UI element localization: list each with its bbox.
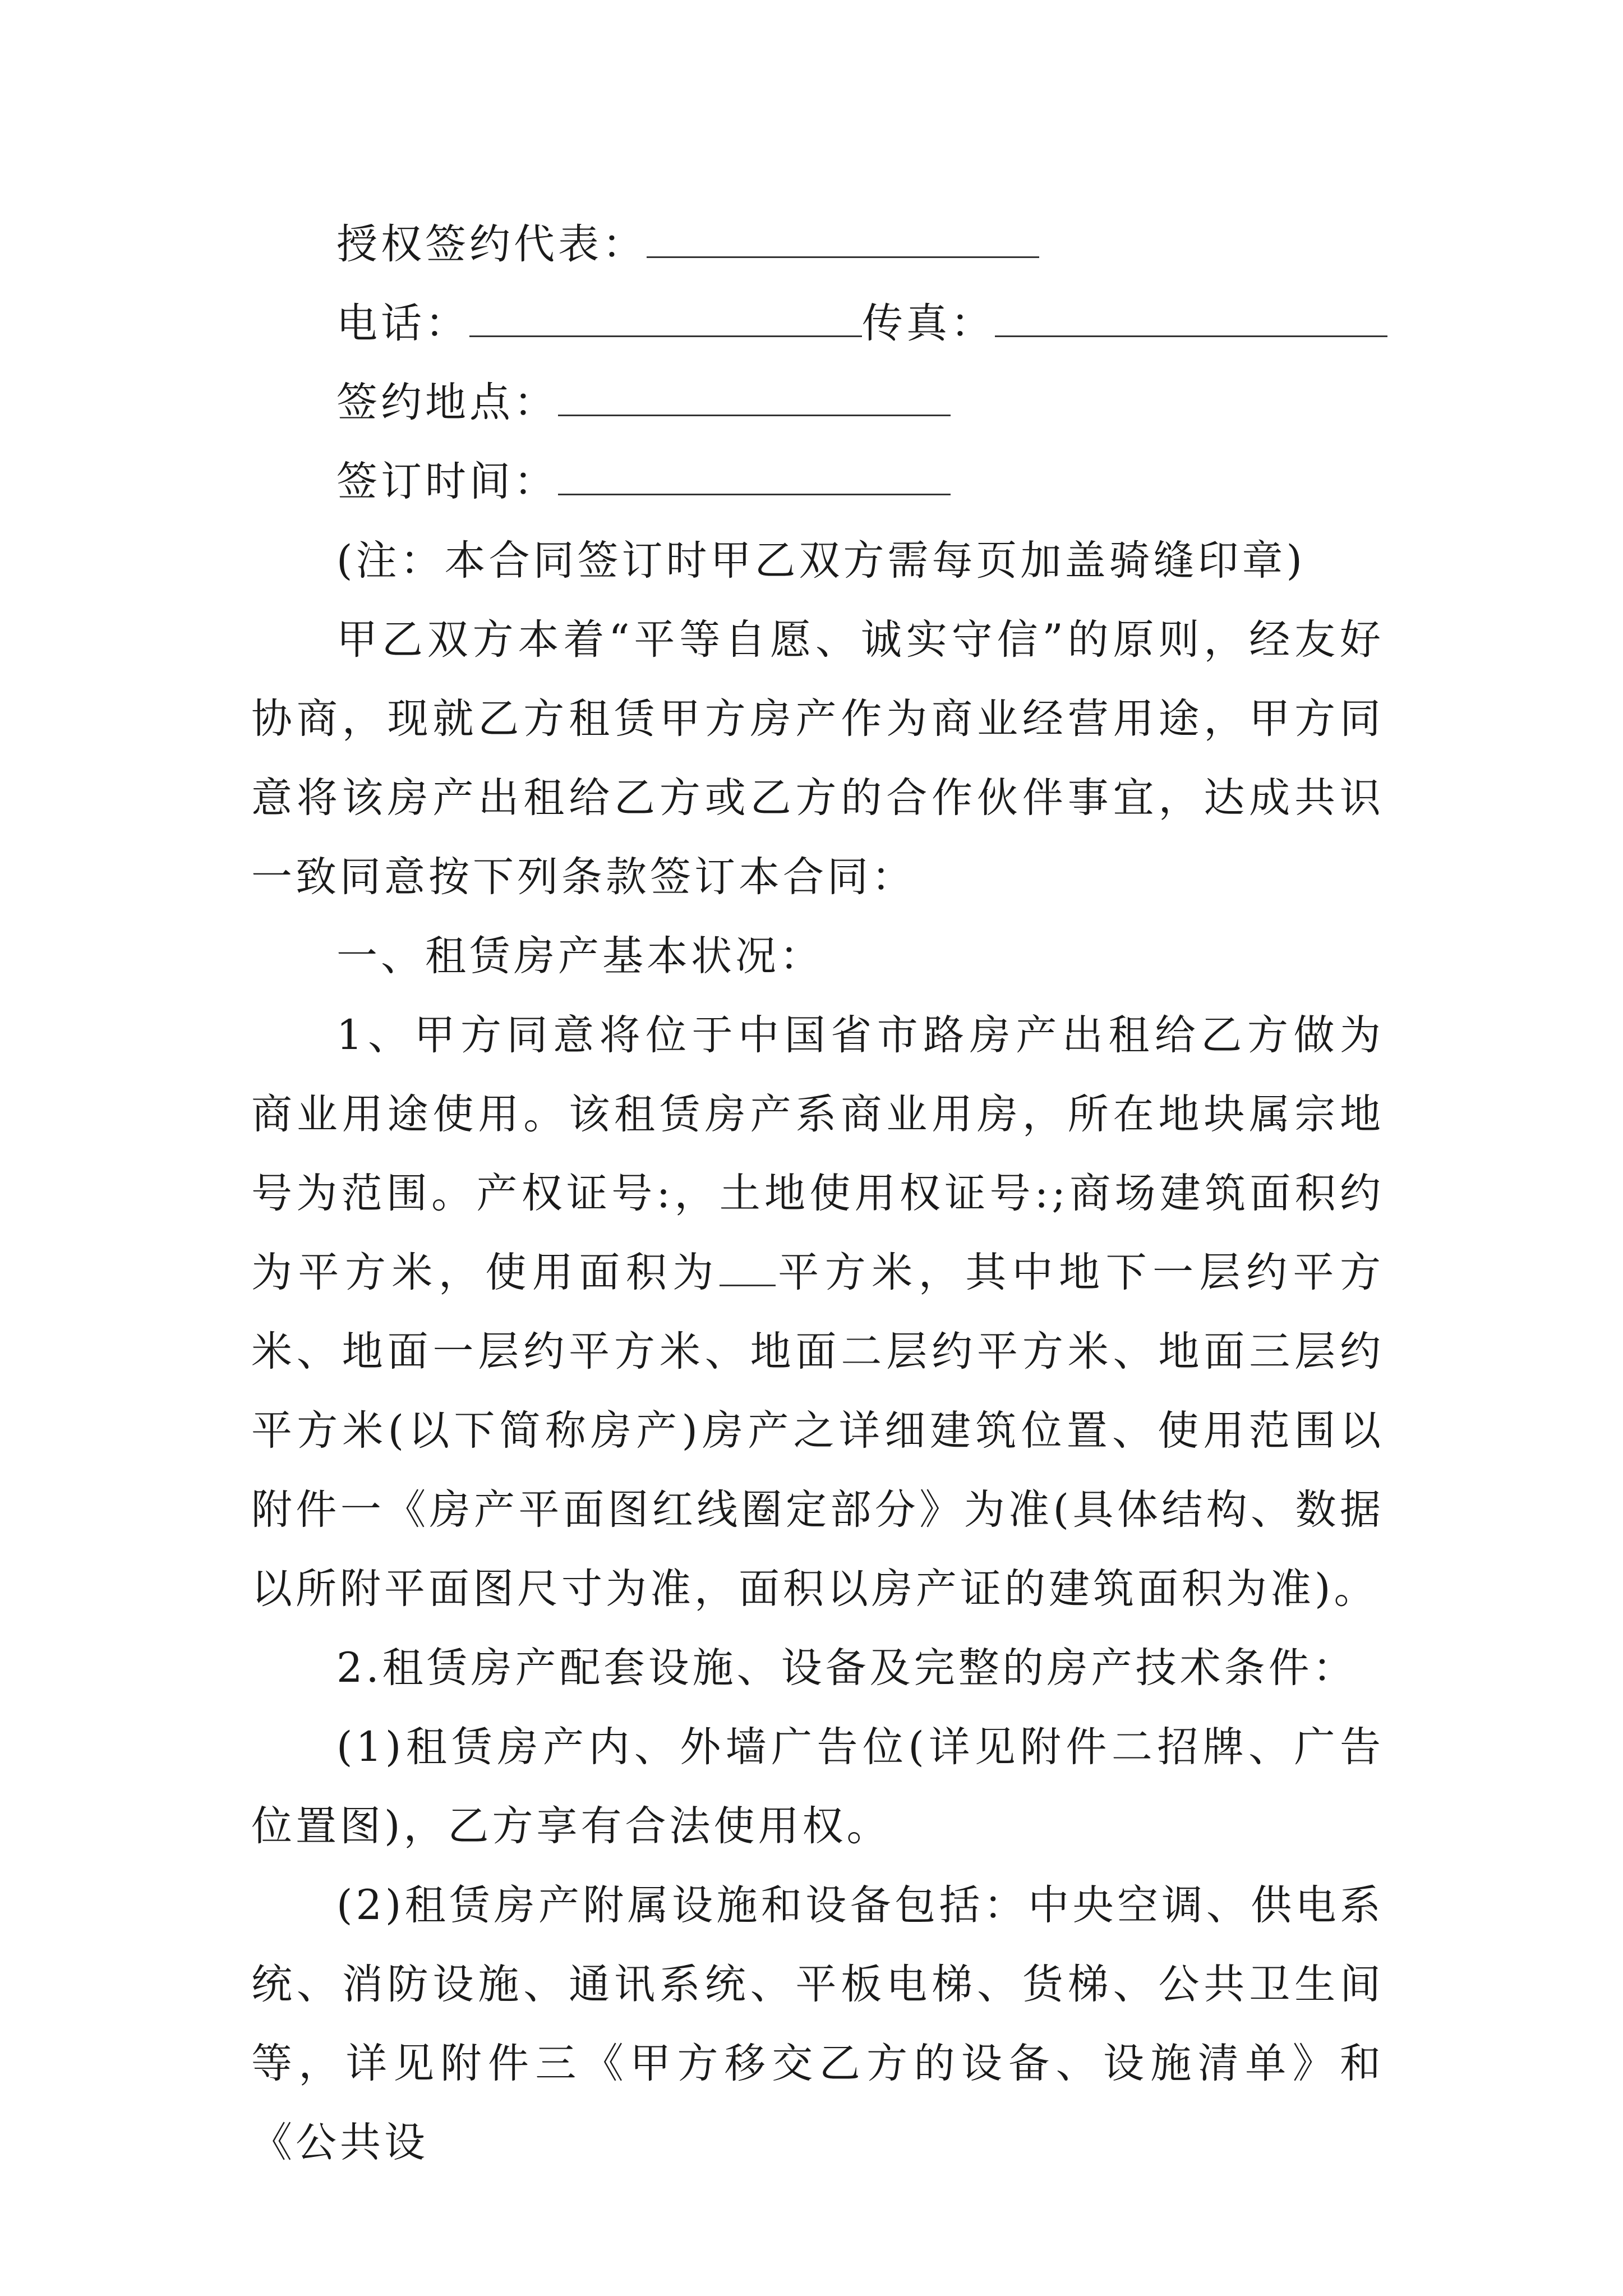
time-blank [558, 460, 951, 495]
clause1-text-a: 1、甲方同意将位于中国省市路房产出租给乙方做为商业用途使用。该租赁房产系商业用房，所在地块属宗地号为范围。产权证号:，土地使用权证号:;商场建筑面积约为平方米，使用面积为 [251, 1011, 1384, 1296]
place-label: 签约地点： [336, 379, 558, 426]
rep-label: 授权签约代表： [336, 220, 647, 268]
tel-blank [469, 302, 862, 337]
clause2-item1: (1)租赁房产内、外墙广告位(详见附件二招牌、广告位置图)，乙方享有合法使用权。 [251, 1723, 1384, 1850]
usable-area-blank [720, 1254, 776, 1286]
place-row [251, 363, 1384, 442]
clause2-heading: 2.租赁房产配套设施、设备及完整的房产技术条件： [336, 1644, 1357, 1692]
intro-paragraph: 甲乙双方本着“平等自愿、诚实守信”的原则，经友好协商，现就乙方租赁甲方房产作为商业经营用途，甲方同意将该房产出租给乙方或乙方的合作伙伴事宜，达成共识一致同意按下列条款签订本合同： [251, 616, 1384, 901]
contract-body [251, 205, 1384, 2182]
tel-label: 电话： [336, 300, 469, 347]
time-row [251, 442, 1384, 521]
time-label: 签订时间： [336, 458, 558, 505]
fax-blank [995, 302, 1387, 337]
clause1-text-b: 平方米，其中地下一层约平方米、地面一层约平方米、地面二层约平方米、地面三层约平方米(以下简称房产)房产之详细建筑位置、使用范围以附件一《房产平面图红线圈定部分》为准(具体结构、数据以所附平面图尺寸为准，面积以房产证的建筑面积为准)。 [251, 1249, 1385, 1613]
fax-label: 传真： [862, 300, 995, 347]
tel-fax-row [251, 284, 1384, 363]
clause1-paragraph [251, 996, 1384, 1628]
rep-blank [647, 223, 1039, 258]
seal-note: (注：本合同签订时甲乙双方需每页加盖骑缝印章) [336, 537, 1306, 585]
clause2-item2: (2)租赁房产附属设施和设备包括：中央空调、供电系统、消防设施、通讯系统、平板电梯、货梯、公共卫生间等，详见附件三《甲方移交乙方的设备、设施清单》和《公共设 [251, 1881, 1384, 2166]
rep-row [251, 205, 1384, 284]
section1-heading: 一、租赁房产基本状况： [336, 932, 824, 980]
place-blank [558, 381, 951, 416]
